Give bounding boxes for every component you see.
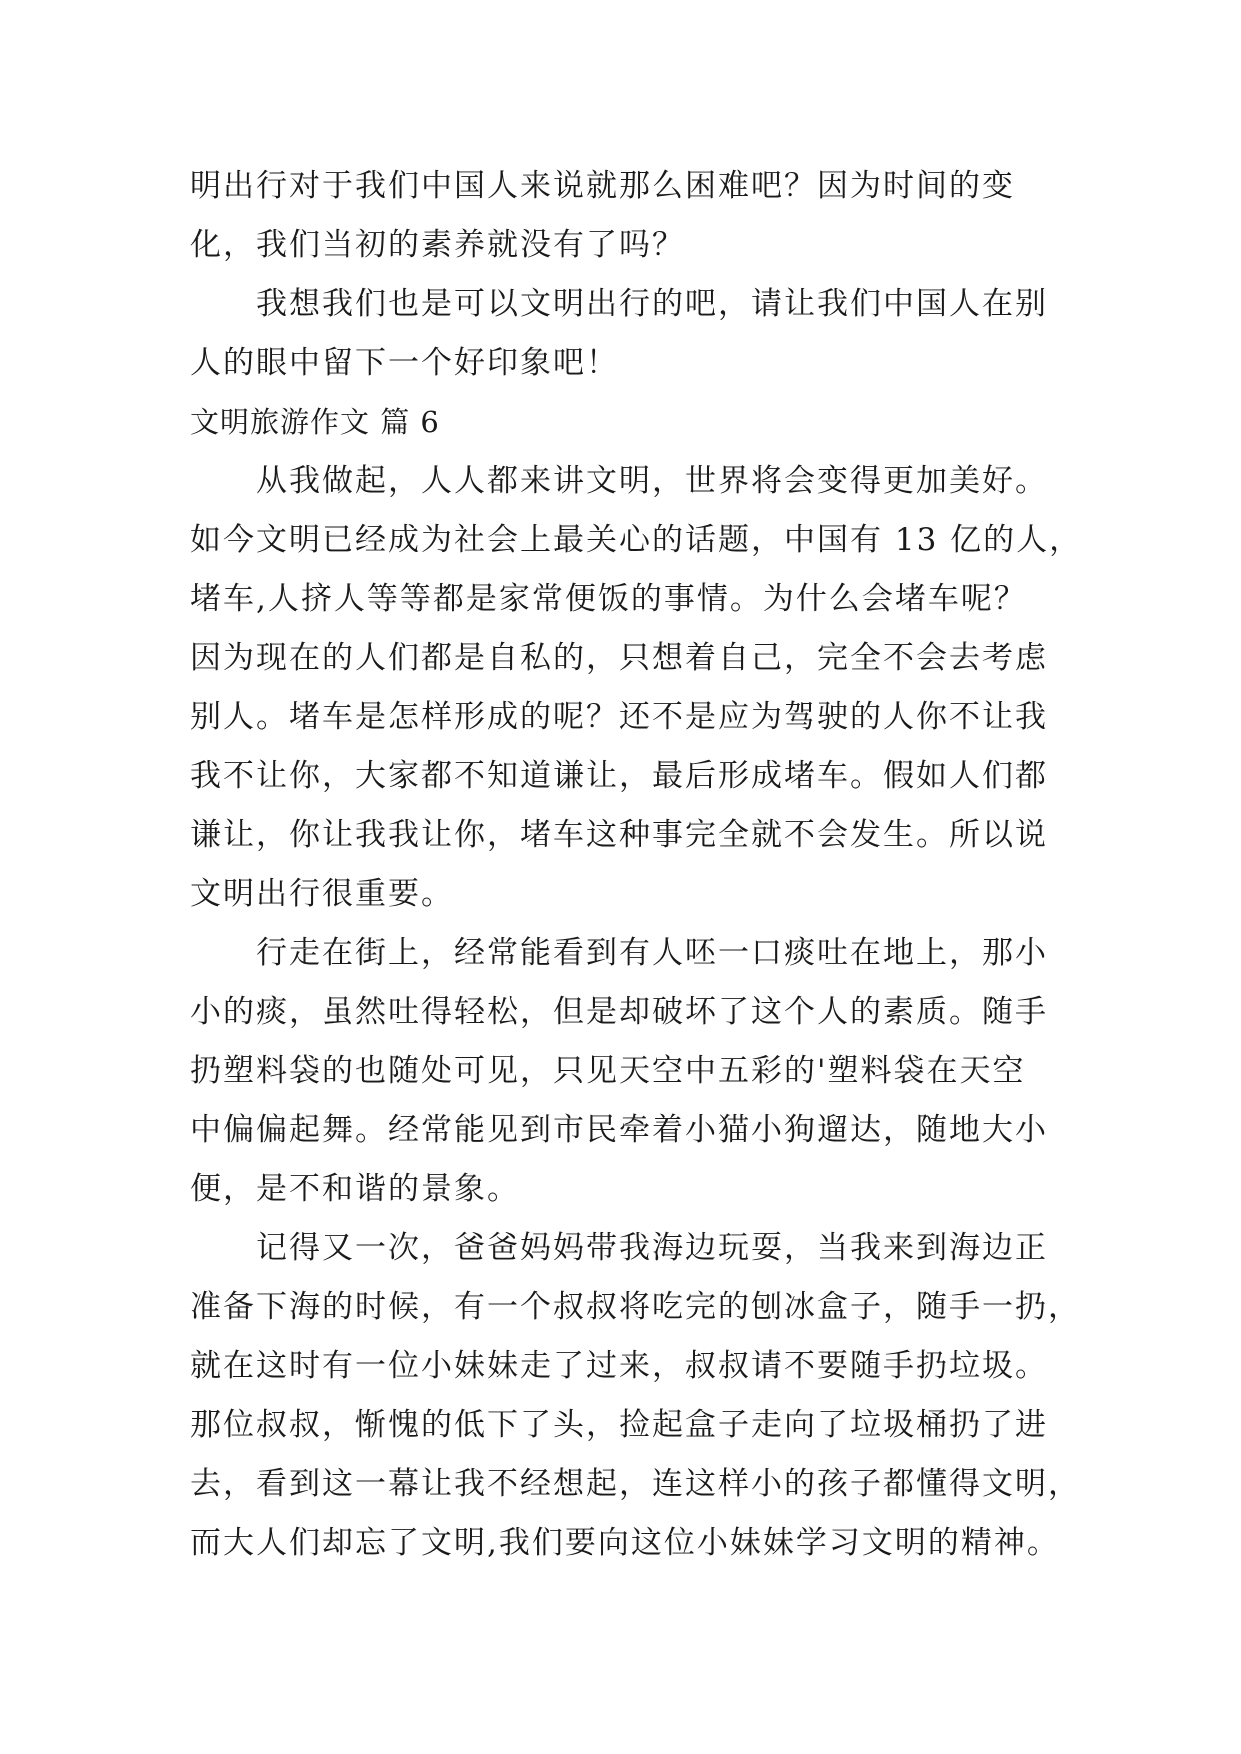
- text-line: 那位叔叔，惭愧的低下了头，捡起盒子走向了垃圾桶扔了进: [190, 1407, 1048, 1443]
- text-line: 因为现在的人们都是自私的，只想着自己，完全不会去考虑: [190, 640, 1048, 676]
- text-line: 记得又一次，爸爸妈妈带我海边玩耍，当我来到海边正: [256, 1230, 1048, 1266]
- paragraph-1: [190, 452, 1083, 924]
- text-line: 堵车,人挤人等等都是家常便饭的事情。为什么会堵车呢？: [190, 581, 1027, 617]
- text-line: 我不让你，大家都不知道谦让，最后形成堵车。假如人们都: [190, 758, 1048, 794]
- text-line: 化，我们当初的素养就没有了吗？: [190, 227, 685, 263]
- text-line: 便，是不和谐的景象。: [190, 1171, 520, 1207]
- paragraph-3: [190, 1219, 1081, 1573]
- text-line: 而大人们却忘了文明,我们要向这位小妹妹学习文明的精神。: [190, 1525, 1060, 1561]
- text-line: 文明出行很重要。: [190, 876, 454, 912]
- text-line: 就在这时有一位小妹妹走了过来，叔叔请不要随手扔垃圾。: [190, 1348, 1048, 1384]
- text-line: 人的眼中留下一个好印象吧！: [190, 345, 619, 381]
- document-body: [190, 157, 1083, 1573]
- text-line: 准备下海的时候，有一个叔叔将吃完的刨冰盒子，随手一扔，: [190, 1289, 1081, 1325]
- text-line: 别人。堵车是怎样形成的呢？还不是应为驾驶的人你不让我: [190, 699, 1048, 735]
- paragraph-prev-closing: [190, 275, 1070, 393]
- text-line: 小的痰，虽然吐得轻松，但是却破坏了这个人的素质。随手: [190, 994, 1048, 1030]
- paragraph-prev-continued: [190, 157, 1070, 275]
- text-line: 我想我们也是可以文明出行的吧，请让我们中国人在别: [256, 286, 1048, 322]
- text-line: 扔塑料袋的也随处可见，只见天空中五彩的'塑料袋在天空: [190, 1053, 1026, 1089]
- text-line: 从我做起，人人都来讲文明，世界将会变得更加美好。: [256, 463, 1048, 499]
- section-heading: 文明旅游作文 篇 6: [190, 405, 440, 439]
- text-line: 谦让，你让我我让你，堵车这种事完全就不会发生。所以说: [190, 817, 1048, 853]
- text-line: 如今文明已经成为社会上最关心的话题，中国有 13 亿的人，: [190, 522, 1083, 558]
- paragraph-2: [190, 924, 1070, 1219]
- text-line: 去，看到这一幕让我不经想起，连这样小的孩子都懂得文明，: [190, 1466, 1081, 1502]
- text-line: 行走在街上，经常能看到有人呸一口痰吐在地上，那小: [256, 935, 1048, 971]
- text-line: 中偏偏起舞。经常能见到市民牵着小猫小狗遛达，随地大小: [190, 1112, 1048, 1148]
- text-line: 明出行对于我们中国人来说就那么困难吧？因为时间的变: [190, 168, 1015, 204]
